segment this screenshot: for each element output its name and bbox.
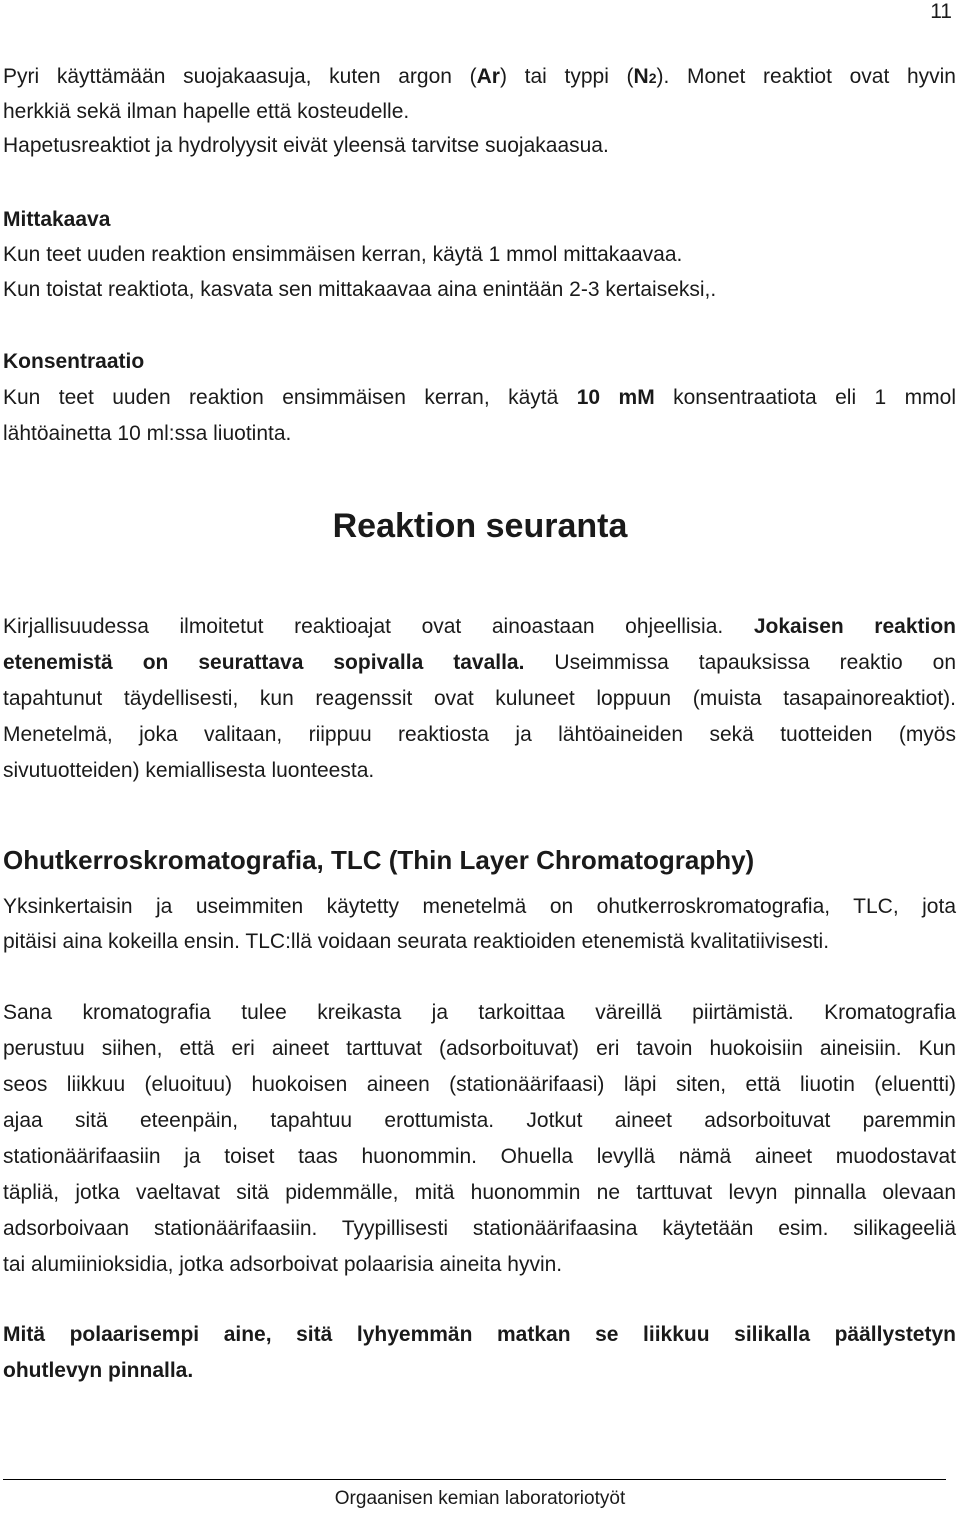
tlc-p3-line-2: ohutlevyn pinnalla. bbox=[3, 1359, 194, 1382]
intro-line-3: Hapetusreaktiot ja hydrolyysit eivät yleensä tarvitse suojakaasua. bbox=[3, 134, 609, 157]
tlc-p2-line-5: stationäärifaasiin ja toiset taas huonommin. Ohuella levyllä nämä aineet muodostavat bbox=[3, 1145, 956, 1168]
monitor-line-3: tapahtunut täydellisesti, kun reagenssit ovat kuluneet loppuun (muista tasapainoreaktiot). bbox=[3, 687, 956, 710]
monitor-line-4: Menetelmä, joka valitaan, riippuu reaktiosta ja lähtöaineiden sekä tuotteiden (myös bbox=[3, 723, 956, 746]
conc-heading: Konsentraatio bbox=[3, 350, 145, 373]
scale-line-1: Kun teet uuden reaktion ensimmäisen kerran, käytä 1 mmol mittakaavaa. bbox=[3, 243, 683, 266]
tlc-p2-line-8: tai alumiinioksidia, jotka adsorboivat polaarisia aineita hyvin. bbox=[3, 1253, 563, 1276]
tlc-p3-line-1: Mitä polaarisempi aine, sitä lyhyemmän matkan se liikkuu silikalla päällystetyn bbox=[3, 1323, 956, 1346]
conc-line-1: Kun teet uuden reaktion ensimmäisen kerran, käytä 10 mM konsentraatiota eli 1 mmol bbox=[3, 386, 956, 409]
scale-line-2: Kun toistat reaktiota, kasvata sen mittakaavaa aina enintään 2-3 kertaiseksi,. bbox=[3, 278, 717, 301]
tlc-p2-line-2: perustuu siihen, että eri aineet tarttuvat (adsorboituvat) eri tavoin huokoisiin aineisiin. Kun bbox=[3, 1037, 956, 1060]
tlc-p1-line-1: Yksinkertaisin ja useimmiten käytetty menetelmä on ohutkerroskromatografia, TLC, jota bbox=[3, 895, 956, 918]
tlc-p2-line-1: Sana kromatografia tulee kreikasta ja tarkoittaa väreillä piirtämistä. Kromatografia bbox=[3, 1001, 956, 1024]
tlc-p2-line-4: ajaa sitä eteenpäin, tapahtuu erottumista. Jotkut aineet adsorboituvat paremmin bbox=[3, 1109, 956, 1132]
tlc-p2-line-7: adsorboivaan stationäärifaasiin. Tyypillisesti stationäärifaasina käytetään esim. silikageeliä bbox=[3, 1217, 956, 1240]
monitor-line-2: etenemistä on seurattava sopivalla tavalla. Useimmissa tapauksissa reaktio on bbox=[3, 651, 956, 674]
conc-line-2: lähtöainetta 10 ml:ssa liuotinta. bbox=[3, 422, 292, 445]
page-number: 11 bbox=[930, 0, 952, 23]
tlc-p1-line-2: pitäisi aina kokeilla ensin. TLC:llä voidaan seurata reaktioiden etenemistä kvalitatiivisesti. bbox=[3, 930, 830, 953]
section-heading-tlc: Ohutkerroskromatografia, TLC (Thin Layer Chromatography) bbox=[3, 845, 755, 875]
monitor-line-1: Kirjallisuudessa ilmoitetut reaktioajat ovat ainoastaan ohjeellisia. Jokaisen reaktion bbox=[3, 615, 956, 638]
intro-line-2: herkkiä sekä ilman hapelle että kosteudelle. bbox=[3, 100, 410, 123]
intro-line-1: Pyri käyttämään suojakaasuja, kuten argon (Ar) tai typpi (N2). Monet reaktiot ovat hyvin bbox=[3, 65, 956, 88]
tlc-p2-line-6: täpliä, jotka vaeltavat sitä pidemmälle, mitä huonommin ne tarttuvat levyn pinnalla olevaan bbox=[3, 1181, 956, 1204]
footer-rule bbox=[3, 1479, 946, 1480]
scale-heading: Mittakaava bbox=[3, 208, 111, 231]
section-heading-monitoring: Reaktion seuranta bbox=[332, 507, 628, 545]
footer-text: Orgaanisen kemian laboratoriotyöt bbox=[334, 1488, 626, 1509]
tlc-p2-line-3: seos liikkuu (eluoituu) huokoisen aineen (stationäärifaasi) läpi siten, että liuotin (eluentti) bbox=[3, 1073, 956, 1096]
monitor-line-5: sivutuotteiden) kemiallisesta luonteesta. bbox=[3, 759, 375, 782]
